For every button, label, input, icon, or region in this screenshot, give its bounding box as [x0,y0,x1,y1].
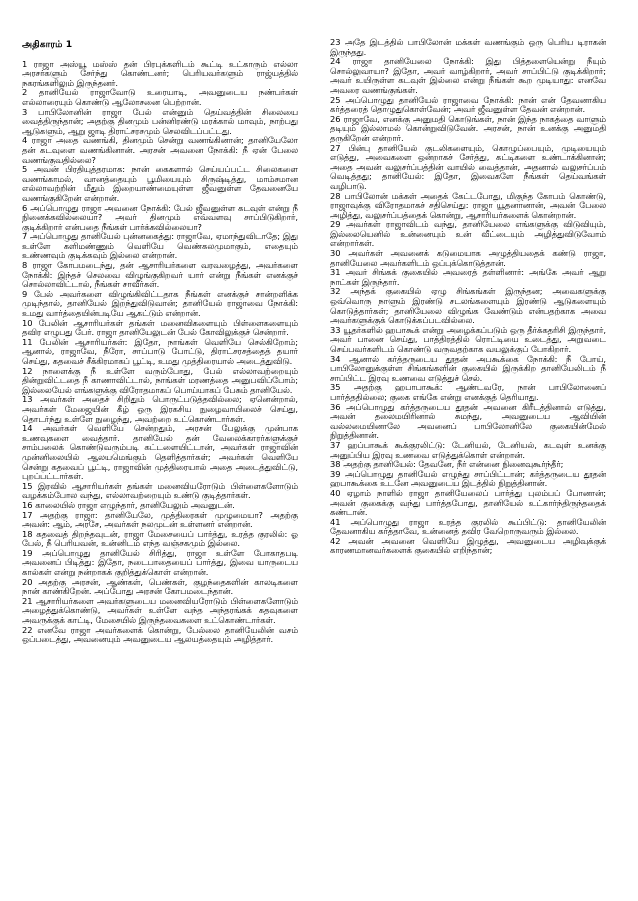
verse-paragraph: 3 பாபிலோனின் ராஜா பேல் என்னும் தெய்வத்தின் சிலையை வைத்திருந்தான்; அதற்கு தினமும் பன்னிரண்டு மரக்கால் மாவும், நாற்பது ஆடுகளும், ஆறு ஜாடி திராட்சரசமும் செலவிடப்பட்டது. [22,106,298,136]
verse-paragraph: 20 அதற்கு அரசன், ஆண்கள், பெண்கள், குழந்தைகளின் காலடிகளை நான் காண்கிறேன். அப்போது அரசன் கோபமடைந்தான். [22,576,298,597]
left-column [22,40,298,890]
verse-paragraph: 4 ராஜா அதை வணங்கி, தினமும் சென்று வணங்கினான்; தானியேலோ தன் கடவுளை வணங்கினான். அரசன் அவனை நோக்கி: நீ ஏன் பேலை வணங்குவதில்லை? [22,135,298,165]
verse-paragraph: 24 ராஜா தானியேலை நோக்கி: இது பித்தளையென்று நீயும் சொல்லுவாயா? இதோ, அவர் வாழ்கிறார், அவர் சாப்பிட்டு குடிக்கிறார்; அவர் உயிருள்ள கடவுள் இல்லை என்று நீங்கள் கூற முடியாது: எனவே அவரை வணங்குங்கள். [330,56,606,95]
verse-paragraph: 13 அவர்கள் அதைச் சிறிதும் பொருட்படுத்தவில்லை; ஏனென்றால், அவர்கள் மேஜையின் கீழ் ஒரு இரகசிய நுழைவாயிலைச் செய்து, தொடர்ந்து உள்ளே நுழைந்து, அவற்றை உட்கொண்டார்கள். [22,394,298,424]
verse-paragraph: 11 பேலின் ஆசாரியர்கள்: இதோ, நாங்கள் வெளியே செல்கிறோம்; ஆனால், ராஜாவே, நீரோ, சாப்பாடு போட்டு, திராட்சரசத்தைத் தயார் செய்து, கதவைச் சீக்கிரமாகப் பூட்டி, உமது முத்திரையால் அடைத்துவிடு. [22,336,298,366]
verse-paragraph: 21 ஆசாரியர்களை அவர்களுடைய மனைவியரோடும் பிள்ளைகளோடும் அழைத்துக்கொண்டு, அவர்கள் உள்ளே வந்த அந்தரங்கக் கதவுகளை அவருக்குக் காட்டி, மேசையில் இருந்தவைகளை உட்கொண்டார்கள். [22,595,298,626]
verse-paragraph: 25 அப்பொழுது தானியேல் ராஜாவை நோக்கி: நான் என் தேவனாகிய கர்த்தரைத் தொழுதுகொள்வேன்; அவர் ஜீவனுள்ள தேவன் என்றான். [330,94,606,115]
verse-paragraph: 2 தானியேல் ராஜாவோடு உரையாடி, அவனுடைய நண்பர்கள் எல்லாரையும் கொண்டு ஆலோசனை பெற்றான். [22,87,298,107]
verse-paragraph: 40 ஏழாம் நாளில் ராஜா தானியேலைப் பார்த்து புலம்பப் போனான்; அவன் குகைக்கு வந்து பார்த்தபோது, தானியேல் உட்கார்ந்திருந்ததைக் கண்டான். [330,487,606,518]
verse-paragraph: 8 ராஜா கோபமடைந்து, தன் ஆசாரியர்களை வரவழைத்து, அவர்களை நோக்கி: இந்தச் செலவை விழுங்குகிறவர் யார் என்று நீங்கள் எனக்குச் சொல்லாவிட்டால், நீங்கள் சாவீர்கள். [22,260,298,290]
verse-paragraph: 26 ராஜாவே, எனக்கு அனுமதி கொடுங்கள், நான் இந்த நாகத்தை வாளும் தடியும் இல்லாமல் கொன்றுவிடுவேன். அரசன், நான் உனக்கு அனுமதி தருகிறேன் என்றார். [330,113,606,143]
verse-paragraph: 23 அதே இடத்தில் பாபிலோன் மக்கள் வணங்கும் ஒரு பெரிய டிராகன் இருந்தது. [330,38,606,57]
verse-paragraph: 6 அப்பொழுது ராஜா அவனை நோக்கி: பேல் ஜீவனுள்ள கடவுள் என்று நீ நினைக்கவில்லையா? அவர் தினமும் எவ்வளவு சாப்பிடுகிறார், குடிக்கிறார் என்பதை நீங்கள் பார்க்கவில்லையா? [22,202,298,232]
right-column [330,38,606,890]
verse-paragraph: 33 யூதர்களில் ஹபாகூக் என்று அழைக்கப்படும் ஒரு தீர்க்கதரிசி இருந்தார், அவர் பானை செய்து, பாத்திரத்தில் ரொட்டியை உடைத்து, அறுவடை செய்பவர்களிடம் கொண்டு வருவதற்காக வயலுக்குப் போகிறார். [330,324,606,354]
verse-paragraph: 28 பாபிலோன் மக்கள் அதைக் கேட்டபோது, மிகுந்த கோபம் கொண்டு, ராஜாவுக்கு விரோதமாகச் சதிசெய்து: ராஜா யூதனானான், அவன் பேலை அழித்து, வலுசர்ப்பத்தைக் கொன்று, ஆசாரியர்களைக் கொன்றான். [330,190,606,220]
verse-paragraph: 22 எனவே ராஜா அவர்களைக் கொன்று, பேல்லை தானியேலின் வசம் ஒப்படைத்து, அவனையும் அவனுடைய ஆலயத்தையும் அழித்தார். [22,624,298,645]
verse-paragraph: 16 காலையில் ராஜா எழுந்தார், தானியேலும் அவனுடன். [22,499,235,510]
verse-paragraph: 14 அவர்கள் வெளியே சென்றதும், அரசன் பேலுக்கு முன்பாக உணவுகளை வைத்தார். தானியேல் தன் வேலைக்காரர்களுக்குச் சாம்பலைக் கொண்டுவரும்படி கட்டளையிட்டான், அவர்கள் ராஜாவின் முன்னிலையில் ஆலயமெங்கும் தெளித்தார்கள்; அவர்கள் வெளியே சென்று கதவைப் பூட்டி, ராஜாவின் முத்திரையால் அதை அடைத்துவிட்டு, புறப்பட்டார்கள். [22,423,298,482]
verse-paragraph: 38 அதற்கு தானியேல்: தேவனே, நீர் என்னை நினைவுகூர்ந்தீர்; [330,459,564,470]
verse-paragraph: 30 அவர்கள் அவனைக் கடுமையாக அழுத்தியதைக் கண்டு ராஜா, தானியேலை அவர்களிடம் ஒப்புக்கொடுத்தான். [330,248,606,268]
verse-paragraph: 10 பேலின் ஆசாரியர்கள் தங்கள் மனைவிகளையும் பிள்ளைகளையும் தவிர எழுபது பேர். ராஜா தானியேலுடன் பேல் கோவிலுக்குச் சென்றார். [22,317,298,338]
verse-paragraph: 39 அப்பொழுது தானியேல் எழுந்து சாப்பிட்டான்; கர்த்தருடைய தூதன் ஹபாகூக்கை உடனே அவனுடைய இடத்தில் நிறுத்தினான். [330,468,606,489]
verse-paragraph: 37 ஹப்பாகூக் கூக்குரலிட்டு: டேனியல், டேனியல், கடவுள் உனக்கு அனுப்பிய இரவு உணவை எடுத்துக்கொள் என்றான். [330,439,606,460]
verse-paragraph: 41 அப்பொழுது ராஜா உரத்த குரலில் கூப்பிட்டு: தானியேலின் தேவனாகிய கர்த்தாவே, உன்னைத் தவிர வேறொருவரும் இல்லை. [330,516,606,537]
verse-paragraph: 31 அவர் சிங்கக் குகையில் அவரைத் தள்ளினார்: அங்கே அவர் ஆறு நாட்கள் இருந்தார். [330,267,606,287]
verse-paragraph: 12 நாளைக்கு நீ உள்ளே வரும்போது, பேல் எல்லாவற்றையும் தின்றுவிட்டதை நீ காணாவிட்டால், நாங்கள் மரணத்தை அனுபவிப்போம்; இல்லையேல் எங்களுக்கு விரோதமாகப் பொய்யாகப் பேசும் தானியேல். [22,365,298,395]
verse-paragraph: 9 பேல் அவர்களை விழுங்கிவிட்டதாக நீங்கள் எனக்குச் சான்றளிக்க முடிந்தால், தானியேல் இறந்துவிடுவான்; தானியேல் ராஜாவை நோக்கி: உமது வார்த்தையின்படியே ஆகட்டும் என்றான். [22,288,298,319]
verse-paragraph: 5 அவன் பிரதியுத்தரமாக: நான் கைகளால் செய்யப்பட்ட சிலைகளை வணங்காமல், வானத்தையும் பூமியையும் சிருஷ்டித்து, மாம்சமான எல்லாவற்றின் மீதும் இறையாண்மையுள்ள ஜீவனுள்ள தேவனையே வணங்குகிறேன் என்றான். [22,164,298,203]
verse-paragraph: 32 அந்தக் குகையில் ஏழு சிங்கங்கள் இருந்தன; அவைகளுக்கு ஒவ்வொரு நாளும் இரண்டு சடலங்களையும் இரண்டு ஆடுகளையும் கொடுத்தார்கள்; தானியேலை விழுங்க வேண்டும் என்பதற்காக அவை அவர்களுக்குக் கொடுக்கப்படவில்லை. [330,286,606,326]
verse-paragraph: 36 அப்பொழுது கர்த்தருடைய தூதன் அவனை கிரீடத்தினால் எடுத்து, அவன் தலைமயிரினால் சுமந்து, அவனுடைய ஆவியின் வல்லமையினாலே அவனைப் பாபிலோனிலே குகையின்மேல் நிறுத்தினான். [330,401,606,441]
verse-paragraph: 17 அதற்கு ராஜா: தானியேலே, முத்திரைகள் முழுமையா? அதற்கு அவன்: ஆம், அரசே, அவர்கள் நலமுடன் உள்ளனர் என்றான். [22,509,298,530]
verse-paragraph: 19 அப்பொழுது தானியேல் சிரித்து, ராஜா உள்ளே போகாதபடி அவனைப் பிடித்து: இதோ, நடைபாதையைப் பார்த்து, இவை யாருடைய கால்கள் என்று நன்றாகக் குறித்துக்கொள் என்றான். [22,547,298,578]
verse-paragraph: 7 அப்பொழுது தானியேல் புன்னகைத்து: ராஜாவே, ஏமாந்துவிடாதே; இது உள்ளே களிமண்ணும் வெளியே வெண்கலமுமாகும், எதையும் உண்ணவும் குடிக்கவும் இல்லை என்றான். [22,231,298,261]
verse-paragraph: 29 அவர்கள் ராஜாவிடம் வந்து, தானியேலை எங்களுக்கு விடுவியும், இல்லையெனில் உன்னையும் உன் வீட்டையும் அழித்துவிடுவோம் என்றார்கள். [330,219,606,249]
verse-paragraph: 15 இரவில் ஆசாரியர்கள் தங்கள் மனைவியரோடும் பிள்ளைகளோடும் வழக்கம்போல வந்து, எல்லாவற்றையும் உண்டு குடித்தார்கள். [22,480,298,501]
verse-paragraph: 1 ராஜா அஸ்யூ மஸ்ஸ் தன் பிரபுக்களிடம் கூட்டி உட்காரும் எல்லா அரசர்களும் சேர்ந்து கொண்டனர்; பெரியவர்களும் ராஜ்யத்தில் நகரங்களிலும் இருந்தனர். [22,58,298,88]
verse-paragraph: 42 அவன் அவனை வெளியே இழுத்து, அவனுடைய அழிவுக்குக் காரணமானவர்களைக் குகையில் எறிந்தான்; [330,535,606,556]
verse-paragraph: 35 அதற்கு ஹபாபாகூக்: ஆண்டவரே, நான் பாபிலோனைப் பார்த்ததில்லை; குகை எங்கே என்று எனக்குத் தெரியாது. [330,382,606,402]
chapter-heading: அதிகாரம் 1 [22,40,73,50]
verse-paragraph: 27 பின்பு தானியேல் குடலிகளையும், கொழுப்பையும், முடியையும் எடுத்து, அவைகளை ஒன்றாகச் சேர்த்து, கட்டிகளை உண்டாக்கினான்; அதை அவன் வலுசர்ப்பத்தின் வாயில் வைத்தான், அதனால் வலுசர்ப்பம் வெடித்தது; தானியேல்: இதோ, இவைகளே நீங்கள் தெய்வங்கள் வழிபாடு. [330,142,606,191]
verse-paragraph: 18 கதவைத் திறந்தவுடன், ராஜா மேசையைப் பார்த்து, உரத்த குரலில்: ஓ பேல், நீ பெரியவன், உன்னிடம் எந்த வஞ்சகமும் இல்லை. [22,528,298,549]
verse-paragraph: 34 ஆனால் கர்த்தருடைய தூதன் அபகூக்கை நோக்கி: நீ போய், பாபிலோனுக்குள்ள சிங்கங்களின் குகையில் இருக்கிற தானியேலிடம் நீ சாப்பிட்ட இரவு உணவை எடுத்துச் செல். [330,353,606,383]
